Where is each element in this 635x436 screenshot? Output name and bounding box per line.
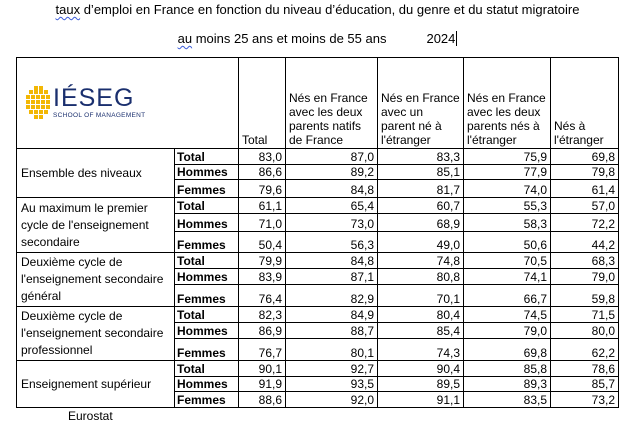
gender-label: Hommes <box>175 377 239 392</box>
education-level-label: Deuxième cycle de l'enseignement secondaire général <box>17 253 175 307</box>
column-header-one-foreign-parent: Nés en France avec un parent né à l'étranger <box>378 58 464 149</box>
gender-label: Femmes <box>175 180 239 198</box>
gender-label: Total <box>175 307 239 323</box>
table-cell-value: 70,5 <box>464 253 551 269</box>
table-cell-value: 80,0 <box>551 323 619 339</box>
table-cell-value: 89,3 <box>464 377 551 392</box>
table-cell-value: 85,1 <box>378 165 464 180</box>
table-cell-value: 76,4 <box>239 285 286 307</box>
table-cell-value: 83,5 <box>464 392 551 408</box>
table-cell-value: 93,5 <box>286 377 378 392</box>
logo-cell <box>17 58 239 149</box>
table-cell-value: 88,7 <box>286 323 378 339</box>
table-row <box>17 307 619 323</box>
table-cell-value: 85,4 <box>378 323 464 339</box>
table-cell-value: 49,0 <box>378 232 464 253</box>
table-cell-value: 83,0 <box>239 149 286 165</box>
table-cell-value: 74,1 <box>464 269 551 285</box>
source-note: Eurostat <box>68 409 113 423</box>
column-header-born-abroad: Nés à l'étranger <box>551 58 619 149</box>
table-cell-value: 65,4 <box>286 198 378 214</box>
table-cell-value: 79,0 <box>551 269 619 285</box>
table-cell-value: 60,7 <box>378 198 464 214</box>
title-text: d’emploi en France en fonction du niveau d’éducation, du genre et du statut migratoire <box>80 2 580 17</box>
table-cell-value: 77,9 <box>464 165 551 180</box>
table-cell-value: 89,5 <box>378 377 464 392</box>
table-cell-value: 73,0 <box>286 214 378 232</box>
title-spellcheck-word: taux <box>55 2 81 17</box>
education-level-label: Au maximum le premier cycle de l'enseignement secondaire <box>17 198 175 253</box>
gender-label: Total <box>175 361 239 377</box>
table-cell-value: 69,8 <box>551 149 619 165</box>
gender-label: Hommes <box>175 269 239 285</box>
table-cell-value: 66,7 <box>464 285 551 307</box>
education-level-label: Ensemble des niveaux <box>17 149 175 198</box>
gender-label: Total <box>175 149 239 165</box>
table-cell-value: 50,6 <box>464 232 551 253</box>
gender-label: Femmes <box>175 285 239 307</box>
table-cell-value: 61,1 <box>239 198 286 214</box>
text-cursor <box>456 31 457 46</box>
table-cell-value: 81,7 <box>378 180 464 198</box>
table-cell-value: 71,5 <box>551 307 619 323</box>
table-cell-value: 80,1 <box>286 339 378 361</box>
table-cell-value: 82,9 <box>286 285 378 307</box>
logo-wordmark: IÉSEG <box>53 84 135 113</box>
gender-label: Hommes <box>175 214 239 232</box>
gender-label: Femmes <box>175 392 239 408</box>
table-cell-value: 55,3 <box>464 198 551 214</box>
table-cell-value: 92,0 <box>286 392 378 408</box>
table-cell-value: 57,0 <box>551 198 619 214</box>
gender-label: Total <box>175 253 239 269</box>
table-cell-value: 61,4 <box>551 180 619 198</box>
table-cell-value: 80,4 <box>378 307 464 323</box>
table-cell-value: 71,0 <box>239 214 286 232</box>
ieseg-logo <box>17 85 238 121</box>
table-cell-value: 76,7 <box>239 339 286 361</box>
table-cell-value: 79,6 <box>239 180 286 198</box>
logo-subtitle: SCHOOL OF MANAGEMENT <box>53 112 146 120</box>
table-cell-value: 88,6 <box>239 392 286 408</box>
table-cell-value: 69,8 <box>464 339 551 361</box>
employment-rate-table <box>16 57 619 408</box>
table-cell-value: 83,3 <box>378 149 464 165</box>
table-cell-value: 84,8 <box>286 253 378 269</box>
table-cell-value: 91,1 <box>378 392 464 408</box>
table-cell-value: 92,7 <box>286 361 378 377</box>
table-cell-value: 74,0 <box>464 180 551 198</box>
table-cell-value: 62,2 <box>551 339 619 361</box>
table-cell-value: 86,9 <box>239 323 286 339</box>
table-cell-value: 87,0 <box>286 149 378 165</box>
gender-label: Femmes <box>175 339 239 361</box>
gender-label: Hommes <box>175 165 239 180</box>
table-cell-value: 74,8 <box>378 253 464 269</box>
column-header-total: Total <box>239 58 286 149</box>
gender-label: Hommes <box>175 323 239 339</box>
table-cell-value: 89,2 <box>286 165 378 180</box>
gender-label: Total <box>175 198 239 214</box>
column-header-two-foreign-parents: Nés en France avec les deux parents nés à l'étranger <box>464 58 551 149</box>
table-cell-value: 90,4 <box>378 361 464 377</box>
gender-label: Femmes <box>175 232 239 253</box>
table-cell-value: 79,9 <box>239 253 286 269</box>
table-cell-value: 58,3 <box>464 214 551 232</box>
table-cell-value: 87,1 <box>286 269 378 285</box>
table-cell-value: 68,9 <box>378 214 464 232</box>
table-cell-value: 74,5 <box>464 307 551 323</box>
table-cell-value: 44,2 <box>551 232 619 253</box>
document-title <box>0 2 635 18</box>
table-cell-value: 73,2 <box>551 392 619 408</box>
table-cell-value: 50,4 <box>239 232 286 253</box>
table-cell-value: 90,1 <box>239 361 286 377</box>
education-level-label: Deuxième cycle de l'enseignement secondaire professionnel <box>17 307 175 361</box>
table-cell-value: 72,2 <box>551 214 619 232</box>
table-cell-value: 84,8 <box>286 180 378 198</box>
table-cell-value: 82,3 <box>239 307 286 323</box>
subtitle-year: 2024 <box>426 31 456 46</box>
table-cell-value: 83,9 <box>239 269 286 285</box>
table-row <box>17 253 619 269</box>
table-cell-value: 85,7 <box>551 377 619 392</box>
table-cell-value: 59,8 <box>551 285 619 307</box>
table-cell-value: 91,9 <box>239 377 286 392</box>
table-row <box>17 149 619 165</box>
table-cell-value: 74,3 <box>378 339 464 361</box>
document-subtitle <box>0 31 635 47</box>
table-cell-value: 86,6 <box>239 165 286 180</box>
table-cell-value: 79,0 <box>464 323 551 339</box>
table-row <box>17 361 619 377</box>
table-cell-value: 80,8 <box>378 269 464 285</box>
column-header-native-parents: Nés en France avec les deux parents natifs de France <box>286 58 378 149</box>
header-row <box>17 58 619 149</box>
table-cell-value: 75,9 <box>464 149 551 165</box>
ieseg-sphere-icon <box>25 85 51 121</box>
table-cell-value: 79,8 <box>551 165 619 180</box>
table-cell-value: 68,3 <box>551 253 619 269</box>
table-cell-value: 70,1 <box>378 285 464 307</box>
subtitle-text: moins 25 ans et moins de 55 ans <box>192 31 387 46</box>
table-cell-value: 84,9 <box>286 307 378 323</box>
table-cell-value: 85,8 <box>464 361 551 377</box>
subtitle-spellcheck-word: au <box>177 31 193 46</box>
table-cell-value: 78,6 <box>551 361 619 377</box>
table-cell-value: 56,3 <box>286 232 378 253</box>
table-row <box>17 198 619 214</box>
education-level-label: Enseignement supérieur <box>17 361 175 408</box>
